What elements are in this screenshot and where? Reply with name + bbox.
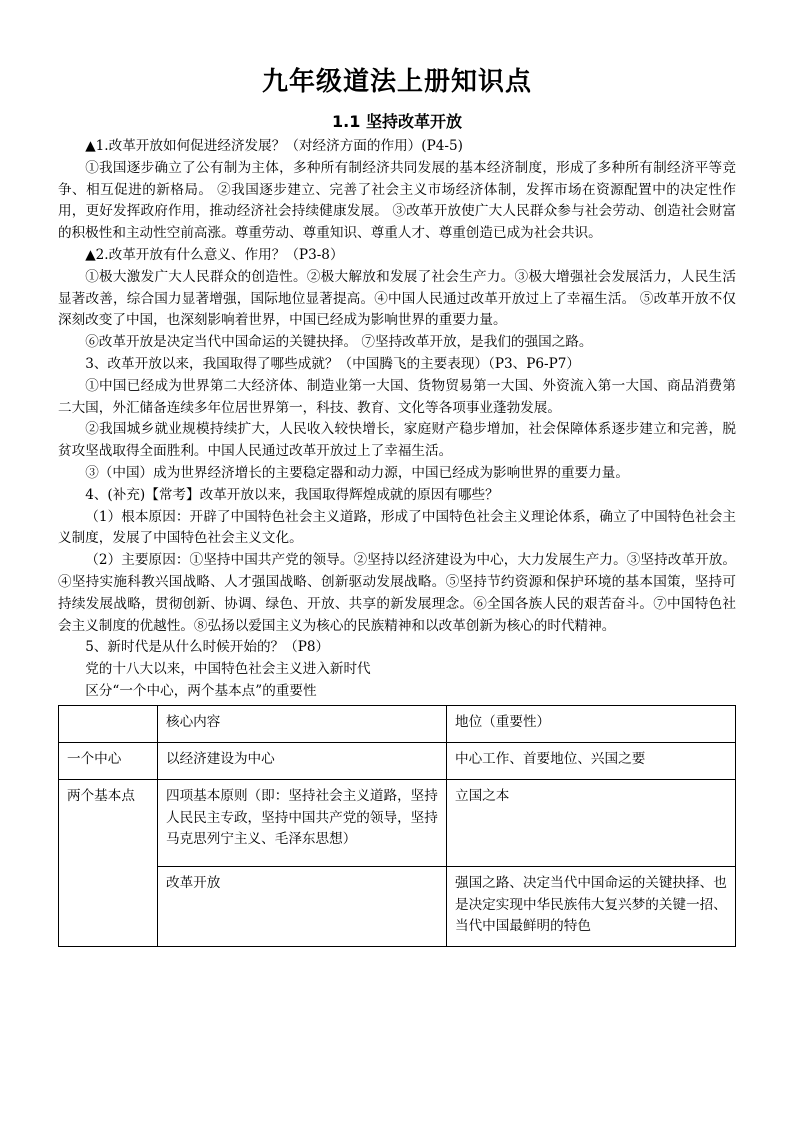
question-5: 5、新时代是从什么时候开始的？（P8） [85, 639, 330, 656]
table-header-cell: 核心内容 [158, 705, 447, 742]
table-cell: 立国之本 [447, 779, 736, 866]
answer-4-main-cause: （2）主要原因：①坚持中国共产党的领导。②坚持以经济建设为中心，大力发展生产力。③坚持改革开放。④坚持实施科教兴国战略、人才强国战略、创新驱动发展战略。⑤坚持节约资源和保护环境的基本国策，坚持可持续发展战略，贯彻创新、协调、绿色、开放、共享的新发展理念。⑥全国各族人民的艰苦奋斗。⑦中国特色社会主义制度的优越性。⑧弘扬以爱国主义为核心的民族精神和以改革创新为核心的时代精神。 [58, 552, 736, 634]
table-header-cell [59, 705, 158, 742]
table-row [59, 779, 736, 866]
document-page [58, 58, 736, 947]
table-row [59, 866, 736, 946]
answer-4-root-cause: （1）根本原因：开辟了中国特色社会主义道路，形成了中国特色社会主义理论体系，确立了中国特色社会主义制度，发展了中国特色社会主义文化。 [58, 508, 736, 547]
comparison-table [58, 705, 736, 947]
document-title: 九年级道法上册知识点 [261, 67, 532, 97]
question-1: ▲1.改革开放如何促进经济发展？（对经济方面的作用）(P4-5) [85, 138, 463, 154]
answer-3-part-2: ②我国城乡就业规模持续扩大，人民收入较快增长，家庭财产稳步增加，社会保障体系逐步建立和完善，脱贫攻坚战取得全面胜利。中国人民通过改革开放过上了幸福生活。 [58, 421, 736, 460]
table-caption: 区分“一个中心，两个基本点”的重要性 [85, 682, 317, 699]
table-cell: 中心工作、首要地位、兴国之要 [447, 742, 736, 779]
question-4: 4、(补充)【常考】改革开放以来，我国取得辉煌成就的原因有哪些？ [85, 486, 499, 503]
table-cell: 改革开放 [158, 866, 447, 946]
table-header-row [59, 705, 736, 742]
section-heading: 1.1 坚持改革开放 [332, 112, 462, 131]
answer-3-part-1: ①中国已经成为世界第二大经济体、制造业第一大国、货物贸易第一大国、外资流入第一大国、商品消费第二大国，外汇储备连续多年位居世界第一，科技、教育、文化等各项事业蓬勃发展。 [58, 377, 736, 416]
answer-2-part-2: ⑥改革开放是决定当代中国命运的关键抉择。 ⑦坚持改革开放，是我们的强国之路。 [85, 334, 593, 351]
answer-1: ①我国逐步确立了公有制为主体，多种所有制经济共同发展的基本经济制度，形成了多种所有制经济平等竞争、相互促进的新格局。 ②我国逐步建立、完善了社会主义市场经济体制，发挥市场在资源配置中的决定性作用，更好发挥政府作用，推动经济社会持续健康发展。 ③改革开放使广大人民群众参与社会劳动、创造社会财富的积极性和主动性空前高涨。尊重劳动、尊重知识、尊重人才、尊重创造已成为社会共识。 [58, 159, 736, 242]
answer-5: 党的十八大以来，中国特色社会主义进入新时代 [85, 661, 371, 678]
question-3: 3、改革开放以来，我国取得了哪些成就？（中国腾飞的主要表现）（P3、P6-P7） [85, 355, 581, 372]
table-cell: 一个中心 [59, 742, 158, 779]
table-header-cell: 地位（重要性） [447, 705, 736, 742]
answer-3-part-3: ③（中国）成为世界经济增长的主要稳定器和动力源，中国已经成为影响世界的重要力量。 [85, 464, 629, 481]
table-row [59, 742, 736, 779]
table-cell: 强国之路、决定当代中国命运的关键抉择、也是决定实现中华民族伟大复兴梦的关键一招、当代中国最鲜明的特色 [447, 866, 736, 946]
table-cell: 四项基本原则（即：坚持社会主义道路，坚持人民民主专政，坚持中国共产党的领导，坚持马克思列宁主义、毛泽东思想） [158, 779, 447, 866]
table-cell: 两个基本点 [59, 779, 158, 946]
answer-2-part-1: ①极大激发广大人民群众的创造性。②极大解放和发展了社会生产力。③极大增强社会发展活力，人民生活显著改善，综合国力显著增强，国际地位显著提高。④中国人民通过改革开放过上了幸福生活。 ⑤改革开放不仅深刻改变了中国，也深刻影响着世界，中国已经成为影响世界的重要力量。 [58, 268, 736, 329]
question-2: ▲2.改革开放有什么意义、作用？（P3-8） [85, 246, 344, 263]
table-cell: 以经济建设为中心 [158, 742, 447, 779]
